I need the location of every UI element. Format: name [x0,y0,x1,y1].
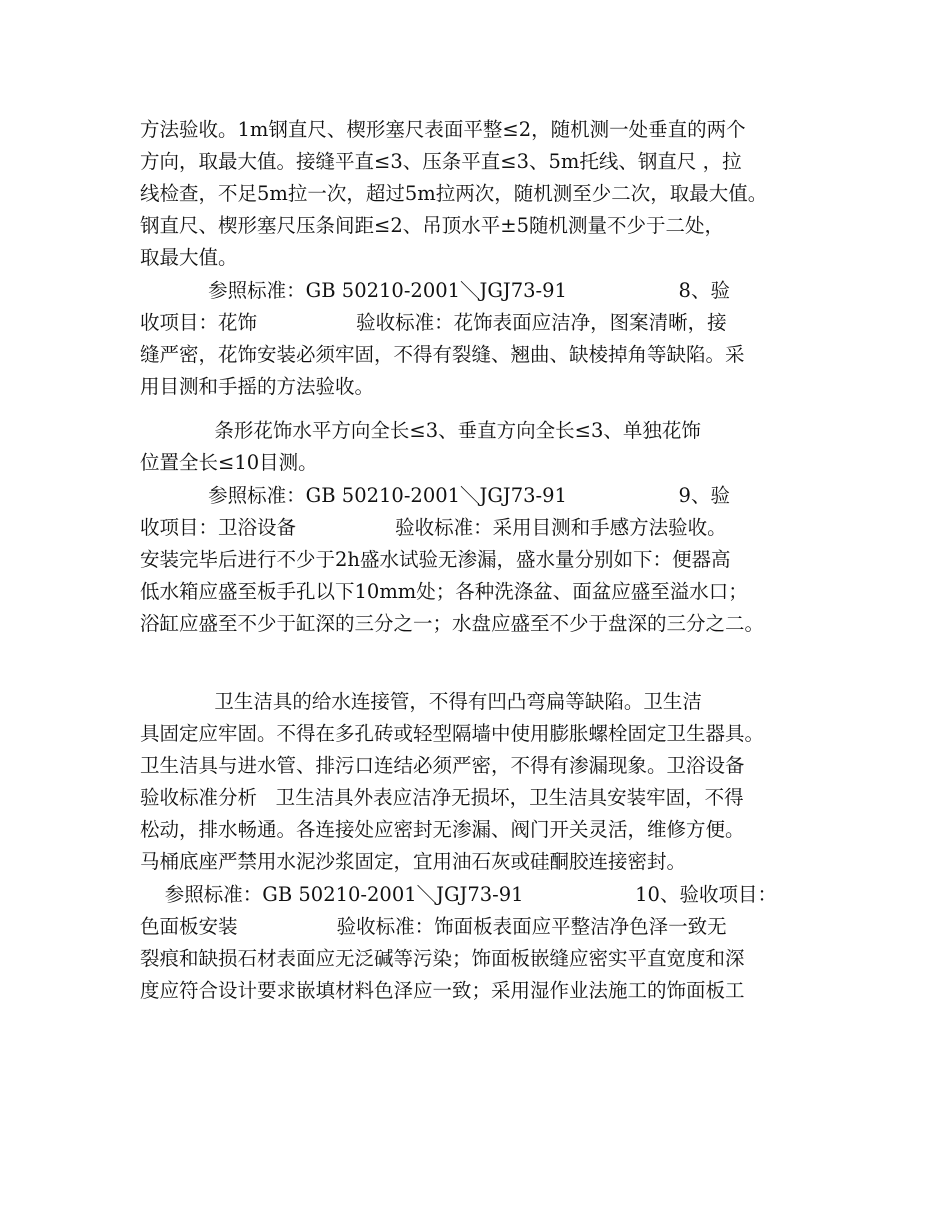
text-line: 取最大值。 [140,246,238,269]
text-line: 裂痕和缺损石材表面应无泛碱等污染；饰面板嵌缝应密实平直宽度和深 [140,947,745,970]
text-line: 低水箱应盛至板手孔以下10mm处；各种洗涤盆、面盆应盛至溢水口； [140,580,748,603]
text-line: 用目测和手摇的方法验收。 [140,375,375,398]
text-line: 具固定应牢固。不得在多孔砖或轻型隔墙中使用膨胀螺栓固定卫生器具。 [140,722,765,745]
text-line: 松动，排水畅通。各连接处应密封无渗漏、阀门开关灵活，维修方便。 [140,818,745,841]
text-line: 条形花饰水平方向全长≤3、垂直方向全长≤3、单独花饰 [140,419,701,442]
text-line: 方向，取最大值。接缝平直≤3、压条平直≤3、5m托线、钢直尺 ，拉 [140,150,742,173]
text-line: 度应符合设计要求嵌填材料色泽应一致；采用湿作业法施工的饰面板工 [140,979,745,1002]
text-line: 卫生洁具的给水连接管，不得有凹凸弯扁等缺陷。卫生洁 [140,690,702,713]
text-line: 收项目：卫浴设备 验收标准：采用目测和手感方法验收。 [140,516,727,539]
text-line: 钢直尺、楔形塞尺压条间距≤2、吊顶水平±5随机测量不少于二处， [140,214,724,237]
text-line: 色面板安装 验收标准：饰面板表面应平整洁净色泽一致无 [140,915,727,938]
text-line: 参照标准：GB 50210-2001＼JGJ73-91 8、验 [140,279,730,302]
text-line: 浴缸应盛至不少于缸深的三分之一；水盘应盛至不少于盘深的三分之二。 [140,612,765,635]
text-line: 收项目：花饰 验收标准：花饰表面应洁净，图案清晰，接 [140,311,727,334]
text-line: 线检查，不足5m拉一次，超过5m拉两次，随机测至少二次，取最大值。 [140,182,768,205]
text-line: 位置全长≤10目测。 [140,451,318,474]
text-line: 方法验收。1m钢直尺、楔形塞尺表面平整≤2，随机测一处垂直的两个 [140,118,746,141]
text-line: 卫生洁具与进水管、排污口连结必须严密，不得有渗漏现象。卫浴设备 [140,754,745,777]
text-line: 参照标准：GB 50210-2001＼JGJ73-91 9、验 [140,484,730,507]
text-line: 参照标准：GB 50210-2001＼JGJ73-91 10、验收项目： [140,883,777,906]
text-line: 缝严密，花饰安装必须牢固，不得有裂缝、翘曲、缺棱掉角等缺陷。采 [140,343,745,366]
text-line: 安装完毕后进行不少于2h盛水试验无渗漏，盛水量分别如下：便器高 [140,548,731,571]
text-line: 马桶底座严禁用水泥沙浆固定，宜用油石灰或硅酮胶连接密封。 [140,850,687,873]
text-line: 验收标准分析 卫生洁具外表应洁净无损坏，卫生洁具安装牢固，不得 [140,786,744,809]
